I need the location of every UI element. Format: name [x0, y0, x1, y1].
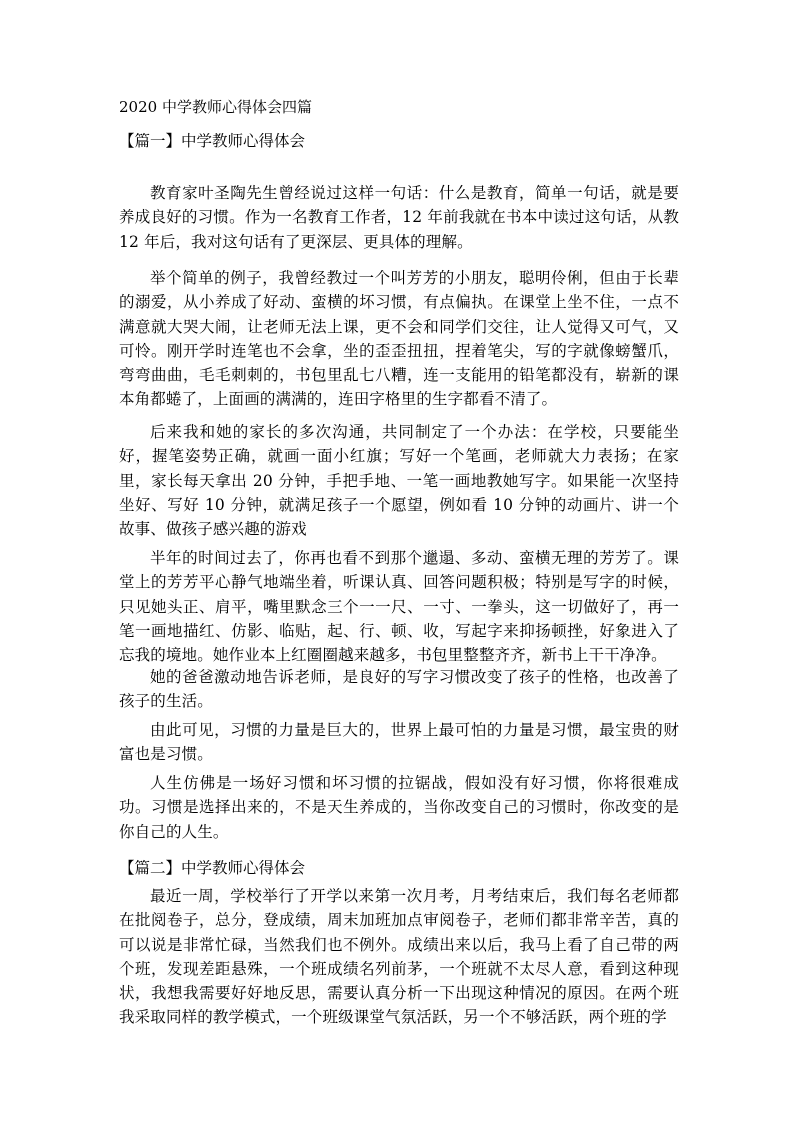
paragraph-1-1: 教育家叶圣陶先生曾经说过这样一句话：什么是教育，简单一句话，就是要养成良好的习惯。作为一名教育工作者，12 年前我就在书本中读过这句话，从教 12 年后，我对这句话有了更深层、更具体的理解。	[119, 184, 679, 251]
paragraph-1-5: 她的爸爸激动地告诉老师，是良好的写字习惯改变了孩子的性格，也改善了孩子的生活。	[119, 668, 679, 711]
section-heading-1: 【篇一】中学教师心得体会	[119, 132, 306, 150]
paragraph-1-3: 后来我和她的家长的多次沟通，共同制定了一个办法：在学校，只要能坐好，握笔姿势正确，就画一面小红旗；写好一个笔画，老师就大力表扬；在家里，家长每天拿出 20 分钟，手把手地、一笔一画地教她写字。如果能一次坚持坐好、写好 10 分钟，就满足孩子一个愿望，例如看 10 分钟的动画片、讲一个故事、做孩子感兴趣的游戏	[119, 423, 679, 539]
document-title: 2020 中学教师心得体会四篇	[119, 98, 312, 116]
paragraph-1-6: 由此可见，习惯的力量是巨大的，世界上最可怕的力量是习惯，最宝贵的财富也是习惯。	[119, 721, 679, 764]
section-heading-2: 【篇二】中学教师心得体会	[119, 859, 306, 877]
paragraph-1-4: 半年的时间过去了，你再也看不到那个邋遢、多动、蛮横无理的芳芳了。课堂上的芳芳平心静气地端坐着，听课认真、回答问题积极；特别是写字的时候，只见她头正、肩平，嘴里默念三个一一尺、一寸、一拳头，这一切做好了，再一笔一画地描红、仿影、临贴，起、行、顿、收，写起字来抑扬顿挫，好象进入了忘我的境地。她作业本上红圈圈越来越多，书包里整整齐齐，新书上干干净净。	[119, 549, 679, 665]
paragraph-1-2: 举个简单的例子，我曾经教过一个叫芳芳的小朋友，聪明伶俐，但由于长辈的溺爱，从小养成了好动、蛮横的坏习惯，有点偏执。在课堂上坐不住，一点不满意就大哭大闹，让老师无法上课，更不会和同学们交往，让人觉得又可气，又可怜。刚开学时连笔也不会拿，坐的歪歪扭扭，捏着笔尖，写的字就像螃蟹爪，弯弯曲曲，毛毛刺刺的，书包里乱七八糟，连一支能用的铅笔都没有，崭新的课本角都蜷了，上面画的满满的，连田字格里的生字都看不清了。	[119, 269, 679, 409]
paragraph-2-1: 最近一周，学校举行了开学以来第一次月考，月考结束后，我们每名老师都在批阅卷子，总分，登成绩，周末加班加点审阅卷子，老师们都非常辛苦，真的可以说是非常忙碌，当然我们也不例外。成绩出来以后，我马上看了自己带的两个班，发现差距悬殊，一个班成绩名列前茅，一个班就不太尽人意，看到这种现状，我想我需要好好地反思，需要认真分析一下出现这种情况的原因。在两个班我采取同样的教学模式，一个班级课堂气氛活跃，另一个不够活跃，两个班的学	[119, 887, 679, 1027]
paragraph-1-7: 人生仿佛是一场好习惯和坏习惯的拉锯战，假如没有好习惯，你将很难成功。习惯是选择出来的，不是天生养成的，当你改变自己的习惯时，你改变的是你自己的人生。	[119, 774, 679, 841]
